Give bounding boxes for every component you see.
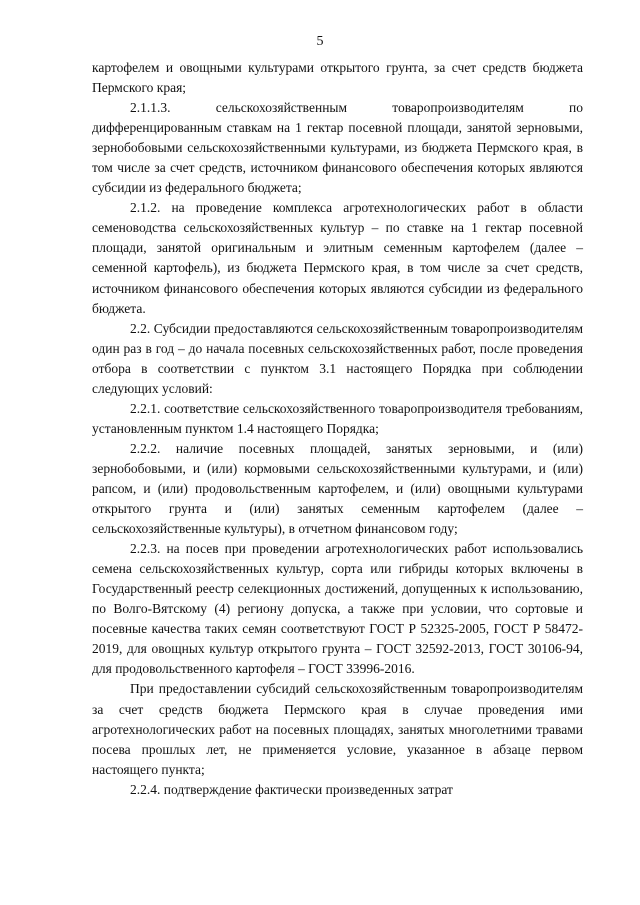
paragraph-2-2-1: 2.2.1. соответствие сельскохозяйственного товаропроизводителя требованиям, установленным пунктом 1.4 настоящего Порядка; bbox=[92, 400, 583, 436]
paragraph-2-2-2: 2.2.2. наличие посевных площадей, занятых зерновыми, и (или) зернобобовыми, и (или) кормовыми сельскохозяйственными культурами, и (или) рапсом, и (или) продовольственным картофелем, и (или) овощными культурами открытого грунта и (или) занятых семенным картофелем (далее – сельскохозяйственные культуры), в отчетном финансовом году; bbox=[92, 440, 583, 537]
paragraph-continuation: картофелем и овощными культурами открытого грунта, за счет средств бюджета Пермского края; bbox=[92, 60, 583, 96]
paragraph-exception: При предоставлении субсидий сельскохозяйственным товаропроизводителям за счет средств бюджета Пермского края в случае проведения ими агротехнологических работ на посевных площадях, занятых многолетними травами посева прошлых лет, не применяется условие, указанное в абзаце первом настоящего пункта; bbox=[92, 681, 583, 777]
paragraph-2-1-1-3: 2.1.1.3. сельскохозяйственным товаропроизводителям по дифференцированным ставкам на 1 гектар посевной площади, занятой зерновыми, зернобобовыми сельскохозяйственными культурами, из бюджета Пермского края, в том числе за счет средств, источником финансового обеспечения которых являются субсидии из федерального бюджета; bbox=[92, 100, 583, 196]
page-number: 5 bbox=[316, 34, 324, 49]
paragraph-2-2: 2.2. Субсидии предоставляются сельскохозяйственным товаропроизводителям один раз в год – до начала посевных сельскохозяйственных работ, после проведения отбора в соответствии с пунктом 3.1 настоящего Порядка при соблюдении следующих условий: bbox=[92, 320, 583, 396]
document-body bbox=[92, 58, 583, 800]
paragraph-2-2-4: 2.2.4. подтверждение фактически произведенных затрат bbox=[130, 781, 453, 797]
paragraph-2-2-3: 2.2.3. на посев при проведении агротехнологических работ использовались семена сельскохозяйственных культур, сорта или гибриды которых включены в Государственный реестр селекционных достижений, допущенных к использованию, по Волго-Вятскому (4) региону допуска, а также при условии, что сортовые и посевные качества таких семян соответствуют ГОСТ Р 52325-2005, ГОСТ Р 58472-2019, для овощных культур открытого грунта – ГОСТ 32592-2013, ГОСТ 30106-94, для продовольственного картофеля – ГОСТ 33996-2016. bbox=[92, 541, 583, 677]
paragraph-2-1-2: 2.1.2. на проведение комплекса агротехнологических работ в области семеноводства сельскохозяйственных культур – по ставке на 1 гектар посевной площади, занятой оригинальным и элитным семенным картофелем (далее – семенной картофель), из бюджета Пермского края, в том числе за счет средств, источником финансового обеспечения которых являются субсидии из федерального бюджета. bbox=[92, 200, 583, 316]
